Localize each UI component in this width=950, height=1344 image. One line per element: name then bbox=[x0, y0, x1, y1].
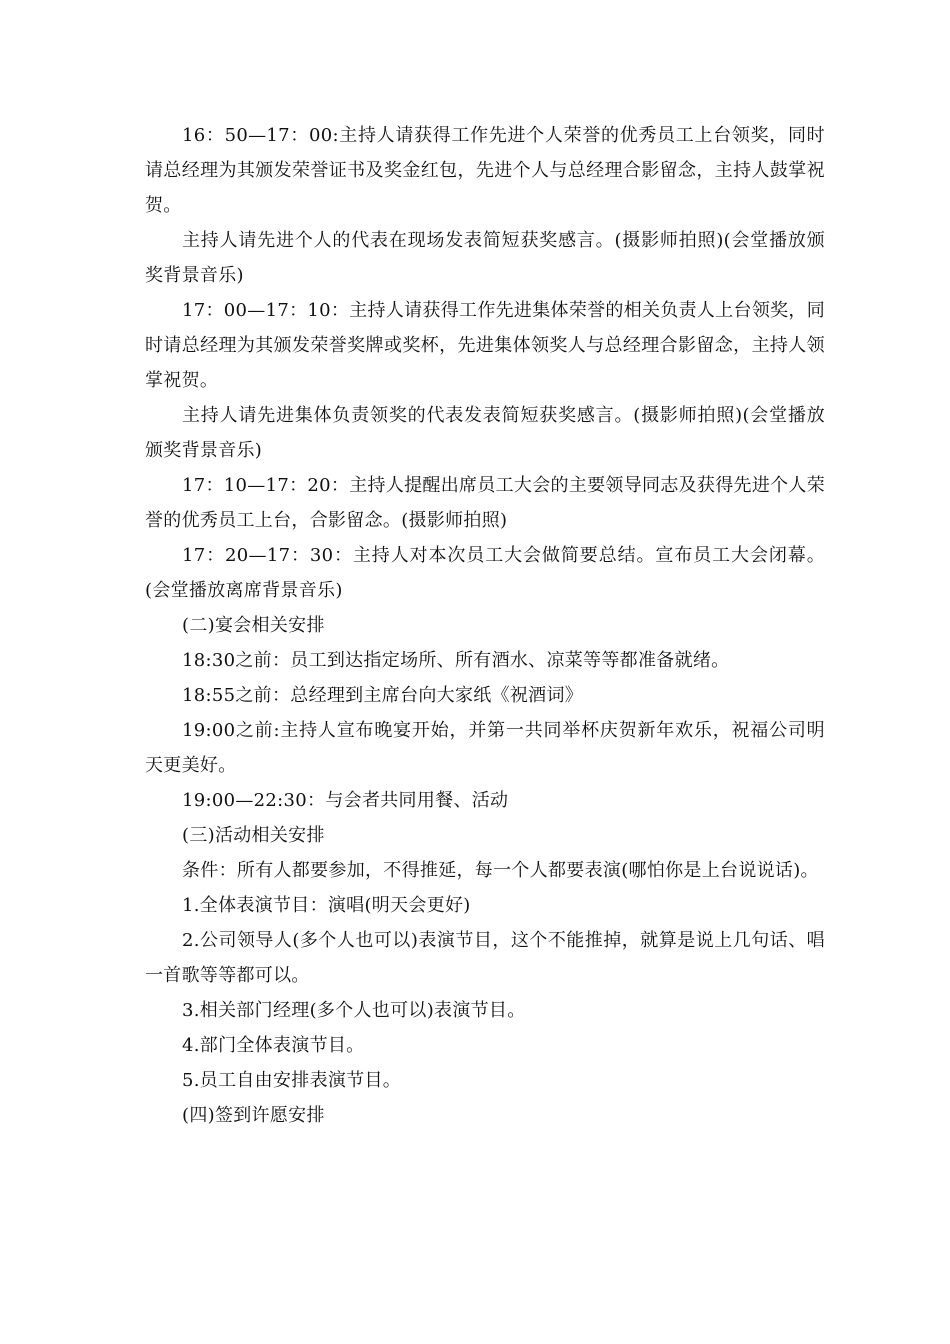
list-item-1: 1.全体表演节目：演唱(明天会更好) bbox=[182, 895, 471, 916]
list-item-5: 5.员工自由安排表演节目。 bbox=[182, 1070, 402, 1091]
section-heading-signin: (四)签到许愿安排 bbox=[182, 1105, 325, 1126]
section-heading-banquet: (二)宴会相关安排 bbox=[182, 615, 325, 636]
paragraph-group-photo: 17：10—17：20：主持人提醒出席员工大会的主要领导同志及获得先进个人荣誉的优秀员工上台，合影留念。(摄影师拍照) bbox=[145, 475, 826, 531]
paragraph-award-individual: 16：50—17：00:主持人请获得工作先进个人荣誉的优秀员工上台领奖，同时请总经理为其颁发荣誉证书及奖金红包，先进个人与总经理合影留念，主持人鼓掌祝贺。 bbox=[145, 125, 825, 216]
paragraph-1900: 19:00之前:主持人宣布晚宴开始，并第一共同举杯庆贺新年欢乐，祝福公司明天更美好。 bbox=[145, 720, 825, 776]
paragraph-1900-2230: 19:00—22:30：与会者共同用餐、活动 bbox=[182, 790, 509, 811]
paragraph-award-collective: 17：00—17：10：主持人请获得工作先进集体荣誉的相关负责人上台领奖，同时请总经理为其颁发荣誉奖牌或奖杯，先进集体领奖人与总经理合影留念，主持人领掌祝贺。 bbox=[145, 300, 826, 391]
paragraph-individual-speech: 主持人请先进个人的代表在现场发表简短获奖感言。(摄影师拍照)(会堂播放颁奖背景音乐) bbox=[145, 230, 825, 286]
paragraph-closing: 17：20—17：30：主持人对本次员工大会做简要总结。宣布员工大会闭幕。(会堂播放离席背景音乐) bbox=[145, 545, 825, 601]
list-item-4: 4.部门全体表演节目。 bbox=[182, 1035, 365, 1056]
paragraph-1830: 18:30之前：员工到达指定场所、所有酒水、凉菜等等都准备就绪。 bbox=[182, 650, 730, 671]
paragraph-collective-speech: 主持人请先进集体负责领奖的代表发表简短获奖感言。(摄影师拍照)(会堂播放颁奖背景音乐) bbox=[145, 405, 825, 461]
paragraph-conditions: 条件：所有人都要参加，不得推延，每一个人都要表演(哪怕你是上台说说话)。 bbox=[182, 860, 819, 881]
list-item-3: 3.相关部门经理(多个人也可以)表演节目。 bbox=[182, 1000, 526, 1021]
paragraph-1855: 18:55之前：总经理到主席台向大家纸《祝酒词》 bbox=[182, 685, 584, 706]
list-item-2: 2.公司领导人(多个人也可以)表演节目，这个不能推掉，就算是说上几句话、唱一首歌等等都可以。 bbox=[145, 930, 825, 986]
document-page bbox=[145, 118, 825, 1133]
section-heading-activities: (三)活动相关安排 bbox=[182, 825, 325, 846]
